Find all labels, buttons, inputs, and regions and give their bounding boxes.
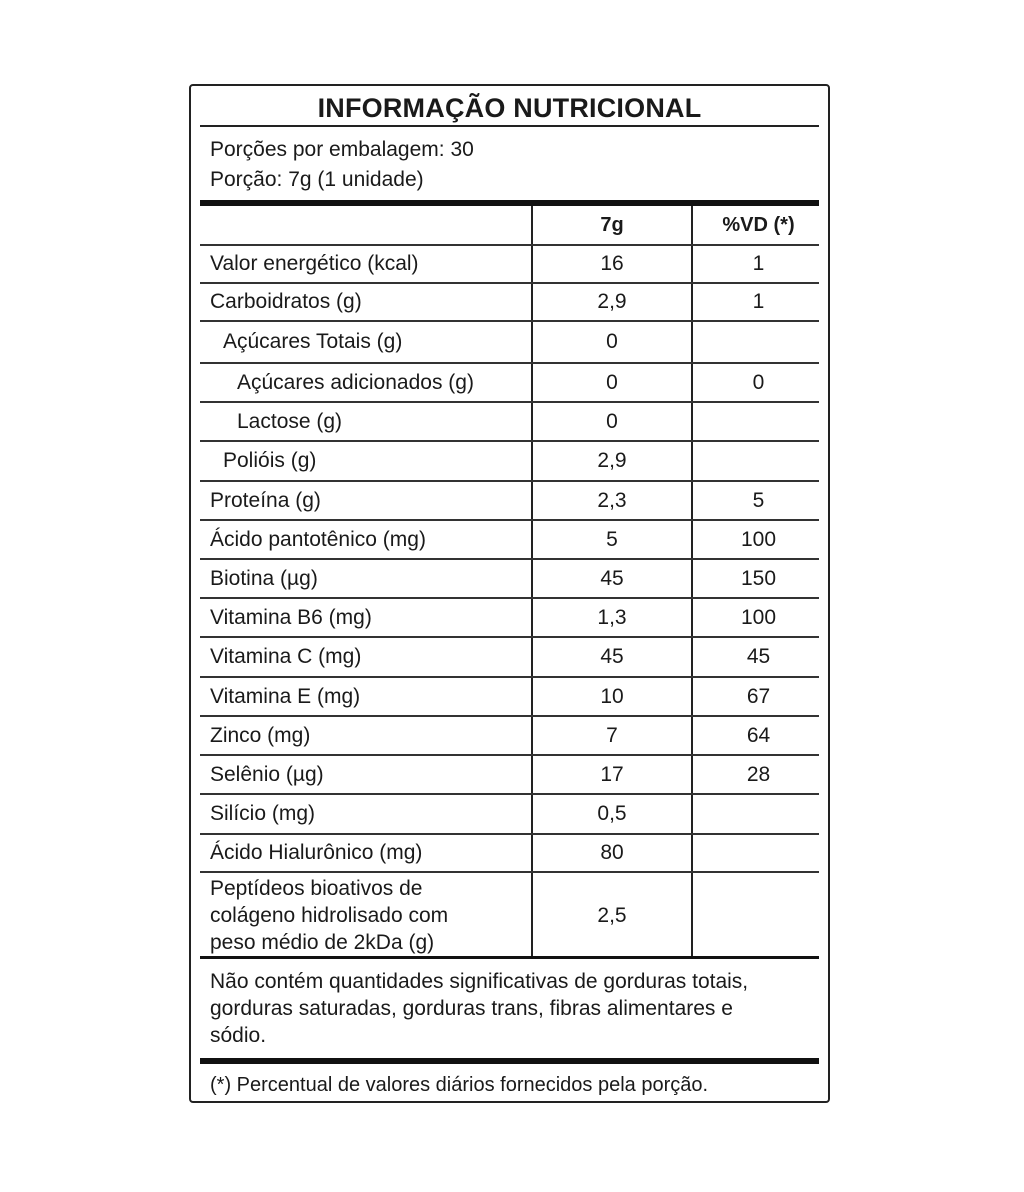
table-row bbox=[200, 756, 819, 795]
nutrient-amount: 1,3 bbox=[597, 605, 627, 629]
table-row bbox=[200, 442, 819, 482]
nutrient-dv bbox=[693, 442, 824, 480]
nutrient-amount: 0,5 bbox=[597, 802, 627, 825]
thick-divider-bottom bbox=[200, 1058, 819, 1064]
nutrient-dv bbox=[693, 322, 824, 362]
table-row bbox=[200, 246, 819, 284]
nutrient-amount: 0 bbox=[606, 409, 618, 433]
nutrient-amount: 80 bbox=[600, 841, 624, 864]
nutrient-dv: 150 bbox=[740, 566, 777, 590]
table-row bbox=[200, 482, 819, 521]
nutrient-name: Silício (mg) bbox=[210, 802, 316, 825]
nutrient-name: Lactose (g) bbox=[237, 409, 343, 433]
daily-value-note: (*) Percentual de valores diários fornecidos pela porção. bbox=[210, 1074, 709, 1096]
footnote-line: sódio. bbox=[210, 1024, 267, 1047]
nutrient-dv bbox=[693, 835, 824, 871]
nutrient-name: Vitamina B6 (mg) bbox=[210, 605, 372, 629]
title-divider bbox=[200, 125, 819, 127]
nutrient-name: Açúcares Totais (g) bbox=[223, 330, 403, 353]
nutrient-amount: 2,9 bbox=[597, 290, 627, 313]
table-row bbox=[200, 873, 819, 958]
footnote-line: gorduras saturadas, gorduras trans, fibras alimentares e bbox=[210, 997, 733, 1020]
table-row bbox=[200, 284, 819, 322]
nutrient-name bbox=[210, 873, 519, 958]
table-row bbox=[200, 521, 819, 560]
nutrient-dv bbox=[693, 795, 824, 833]
footnote-line: Não contém quantidades significativas de gorduras totais, bbox=[210, 970, 749, 993]
table-bottom-divider bbox=[200, 956, 819, 959]
nutrient-amount: 10 bbox=[600, 684, 624, 708]
nutrient-name: Vitamina C (mg) bbox=[210, 645, 362, 668]
serving-size: Porção: 7g (1 unidade) bbox=[210, 168, 424, 191]
nutrient-dv: 5 bbox=[752, 488, 765, 512]
nutrient-name: Carboidratos (g) bbox=[210, 290, 362, 313]
nutrient-name: Biotina (µg) bbox=[210, 566, 318, 590]
nutrient-name-line: Peptídeos bioativos de bbox=[210, 877, 423, 900]
nutrient-dv: 28 bbox=[746, 762, 771, 786]
nutrient-name: Ácido pantotênico (mg) bbox=[210, 527, 426, 551]
table-row bbox=[200, 364, 819, 403]
nutrient-dv: 1 bbox=[752, 290, 765, 313]
nutrient-dv: 0 bbox=[752, 370, 765, 394]
nutrient-amount: 45 bbox=[600, 645, 624, 668]
table-row bbox=[200, 795, 819, 835]
label-title: INFORMAÇÃO NUTRICIONAL bbox=[317, 93, 702, 123]
nutrient-name: Açúcares adicionados (g) bbox=[237, 370, 474, 394]
table-row bbox=[200, 638, 819, 678]
nutrient-name-line: colágeno hidrolisado com bbox=[210, 904, 449, 927]
nutrient-name-line: peso médio de 2kDa (g) bbox=[210, 931, 435, 954]
footnote bbox=[210, 968, 809, 1049]
header-dv: %VD (*) bbox=[722, 213, 795, 236]
servings-per-package: Porções por embalagem: 30 bbox=[210, 138, 474, 161]
nutrient-name: Vitamina E (mg) bbox=[210, 684, 361, 708]
nutrition-facts-label bbox=[189, 84, 830, 1103]
nutrient-dv: 64 bbox=[746, 723, 771, 747]
nutrient-amount: 5 bbox=[606, 527, 618, 551]
nutrient-name: Valor energético (kcal) bbox=[210, 252, 419, 275]
nutrient-name: Zinco (mg) bbox=[210, 723, 311, 747]
nutrient-name: Polióis (g) bbox=[223, 449, 317, 472]
nutrient-amount: 2,5 bbox=[597, 903, 627, 927]
nutrient-dv: 67 bbox=[746, 684, 771, 708]
nutrient-amount: 17 bbox=[600, 762, 624, 786]
header-name bbox=[210, 206, 519, 244]
table-header-row bbox=[200, 206, 819, 246]
nutrient-amount: 16 bbox=[600, 252, 624, 275]
nutrient-amount: 0 bbox=[606, 370, 618, 394]
nutrient-dv bbox=[693, 873, 824, 958]
nutrient-name: Selênio (µg) bbox=[210, 762, 324, 786]
nutrient-amount: 2,3 bbox=[597, 488, 627, 512]
table-row bbox=[200, 322, 819, 364]
nutrient-amount: 0 bbox=[606, 330, 618, 353]
table-row bbox=[200, 403, 819, 442]
nutrient-dv: 1 bbox=[752, 252, 765, 275]
nutrient-dv: 45 bbox=[746, 645, 771, 668]
table-row bbox=[200, 560, 819, 599]
table-row bbox=[200, 717, 819, 756]
table-row bbox=[200, 678, 819, 717]
nutrient-dv bbox=[693, 403, 824, 440]
nutrient-dv: 100 bbox=[740, 605, 777, 629]
table-row bbox=[200, 599, 819, 638]
nutrient-amount: 7 bbox=[606, 723, 618, 747]
table-row bbox=[200, 835, 819, 873]
nutrient-dv: 100 bbox=[740, 527, 777, 551]
nutrient-amount: 2,9 bbox=[597, 449, 627, 472]
nutrient-name: Ácido Hialurônico (mg) bbox=[210, 841, 423, 864]
nutrient-name: Proteína (g) bbox=[210, 488, 321, 512]
nutrient-amount: 45 bbox=[600, 566, 624, 590]
header-amount: 7g bbox=[600, 213, 624, 236]
